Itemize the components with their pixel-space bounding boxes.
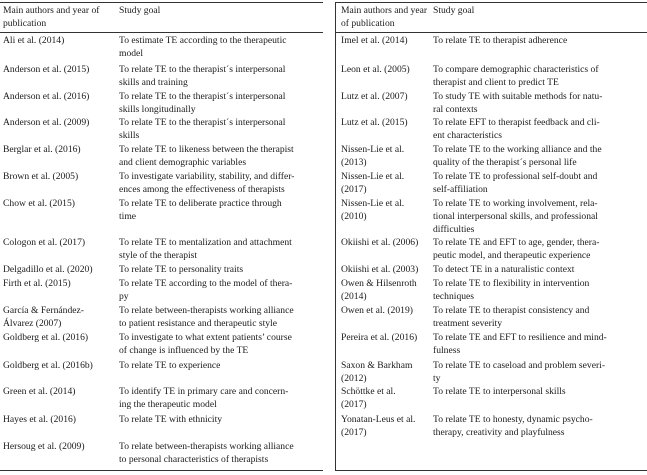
author-cell: Ali et al. (2014)	[3, 35, 65, 46]
goal-cell: To detect TE in a naturalistic context	[433, 264, 575, 275]
goal-cell: To identify TE in primary care and concern- ing the therapeutic model	[119, 386, 289, 410]
goal-cell: To relate between-therapists working alliance to patient resistance and therapeutic style	[119, 305, 294, 329]
author-cell: Owen & Hilsenroth (2014)	[341, 278, 417, 302]
goal-cell: To relate TE with ethnicity	[119, 414, 223, 425]
author-cell: Schöttke et al. (2017)	[341, 386, 396, 410]
author-cell: Imel et al. (2014)	[341, 35, 408, 46]
author-cell: Saxon & Barkham (2012)	[341, 360, 413, 384]
author-cell: Yonatan-Leus et al. (2017)	[341, 414, 416, 438]
goal-cell: To relate EFT to therapist feedback and cli- ent characteristics	[433, 117, 600, 141]
author-cell: Nissen-Lie et al. (2010)	[341, 198, 405, 222]
goal-cell: To relate TE to the working alliance and the quality of the therapist´s personal life	[433, 144, 602, 168]
goal-cell: To relate TE according to the model of thera- py	[119, 278, 293, 302]
author-cell: Okiishi et al. (2006)	[341, 237, 419, 248]
goal-cell: To relate TE to the therapist´s interpersonal skills	[119, 117, 286, 141]
author-cell: Chow et al. (2015)	[3, 198, 75, 209]
author-cell: Goldberg et al. (2016)	[3, 332, 89, 343]
goal-cell: To relate TE to working involvement, rela- tional interpersonal skills, and professional difficulties	[433, 198, 598, 235]
goal-cell: To relate TE and EFT to age, gender, thera- peutic model, and therapeutic experience	[433, 237, 600, 261]
goal-cell: To relate TE to personality traits	[119, 264, 244, 275]
header-rule-left	[0, 32, 323, 33]
header-goal-left: Study goal	[119, 5, 161, 16]
author-cell: Anderson et al. (2009)	[3, 117, 90, 128]
header-authors-right: Main authors and year of publication	[341, 5, 428, 29]
header-rule-right	[335, 32, 647, 33]
author-cell: Lutz et al. (2007)	[341, 91, 408, 102]
author-cell: Green et al. (2014)	[3, 386, 76, 397]
author-cell: Goldberg et al. (2016b)	[3, 360, 93, 371]
goal-cell: To relate TE to caseload and problem severi- ty	[433, 360, 606, 384]
author-cell: Leon et al. (2005)	[341, 64, 410, 75]
goal-cell: To relate TE to flexibility in intervention techniques	[433, 278, 590, 302]
top-rule-right	[335, 2, 647, 3]
author-cell: Delgadillo et al. (2020)	[3, 264, 93, 275]
author-cell: Hayes et al. (2016)	[3, 414, 76, 425]
author-cell: Nissen-Lie et al. (2017)	[341, 171, 405, 195]
goal-cell: To relate TE to experience	[119, 360, 221, 371]
bottom-rule-left	[0, 470, 323, 471]
goal-cell: To compare demographic characteristics of therapist and client to predict TE	[433, 64, 599, 88]
goal-cell: To relate TE to therapist consistency and treatment severity	[433, 305, 590, 329]
author-cell: Nissen-Lie et al. (2013)	[341, 144, 405, 168]
author-cell: Brown et al. (2005)	[3, 171, 79, 182]
author-cell: Firth et al. (2015)	[3, 278, 71, 289]
goal-cell: To investigate variability, stability, and differ- ences among the effectiveness of therapists	[119, 171, 295, 195]
header-authors-left: Main authors and year of publication	[3, 5, 100, 29]
author-cell: Pereira et al. (2016)	[341, 332, 418, 343]
author-cell: Lutz et al. (2015)	[341, 117, 408, 128]
goal-cell: To relate TE to the therapist´s interpersonal skills and training	[119, 64, 286, 88]
goal-cell: To relate TE and EFT to resilience and mind- fulness	[433, 332, 607, 356]
goal-cell: To relate TE to honesty, dynamic psycho- therapy, creativity and playfulness	[433, 414, 593, 438]
goal-cell: To estimate TE according to the therapeutic model	[119, 35, 287, 59]
author-cell: García & Fernández- Álvarez (2007)	[3, 305, 84, 329]
author-cell: Cologon et al. (2017)	[3, 237, 86, 248]
top-rule-left	[0, 2, 323, 3]
goal-cell: To relate TE to likeness between the therapist and client demographic variables	[119, 144, 294, 168]
goal-cell: To relate TE to deliberate practice through time	[119, 198, 282, 222]
bottom-rule-right	[335, 470, 647, 471]
column-divider	[335, 2, 336, 470]
author-cell: Hersoug et al. (2009)	[3, 441, 85, 452]
author-cell: Owen et al. (2019)	[341, 305, 413, 316]
goal-cell: To relate TE to professional self-doubt and self-affiliation	[433, 171, 598, 195]
author-cell: Anderson et al. (2016)	[3, 91, 90, 102]
goal-cell: To relate TE to the therapist´s interpersonal skills longitudinally	[119, 91, 286, 115]
goal-cell: To relate TE to interpersonal skills	[433, 386, 566, 397]
author-cell: Berglar et al. (2016)	[3, 144, 81, 155]
header-goal-right: Study goal	[433, 5, 475, 16]
goal-cell: To relate between-therapists working alliance to personal characteristics of therapists	[119, 441, 294, 465]
goal-cell: To relate TE to therapist adherence	[433, 35, 568, 46]
author-cell: Okiishi et al. (2003)	[341, 264, 419, 275]
author-cell: Anderson et al. (2015)	[3, 64, 90, 75]
goal-cell: To relate TE to mentalization and attachment style of the therapist	[119, 237, 292, 261]
goal-cell: To investigate to what extent patients’ course of change is influenced by the TE	[119, 332, 292, 356]
goal-cell: To study TE with suitable methods for natu- ral contexts	[433, 91, 603, 115]
